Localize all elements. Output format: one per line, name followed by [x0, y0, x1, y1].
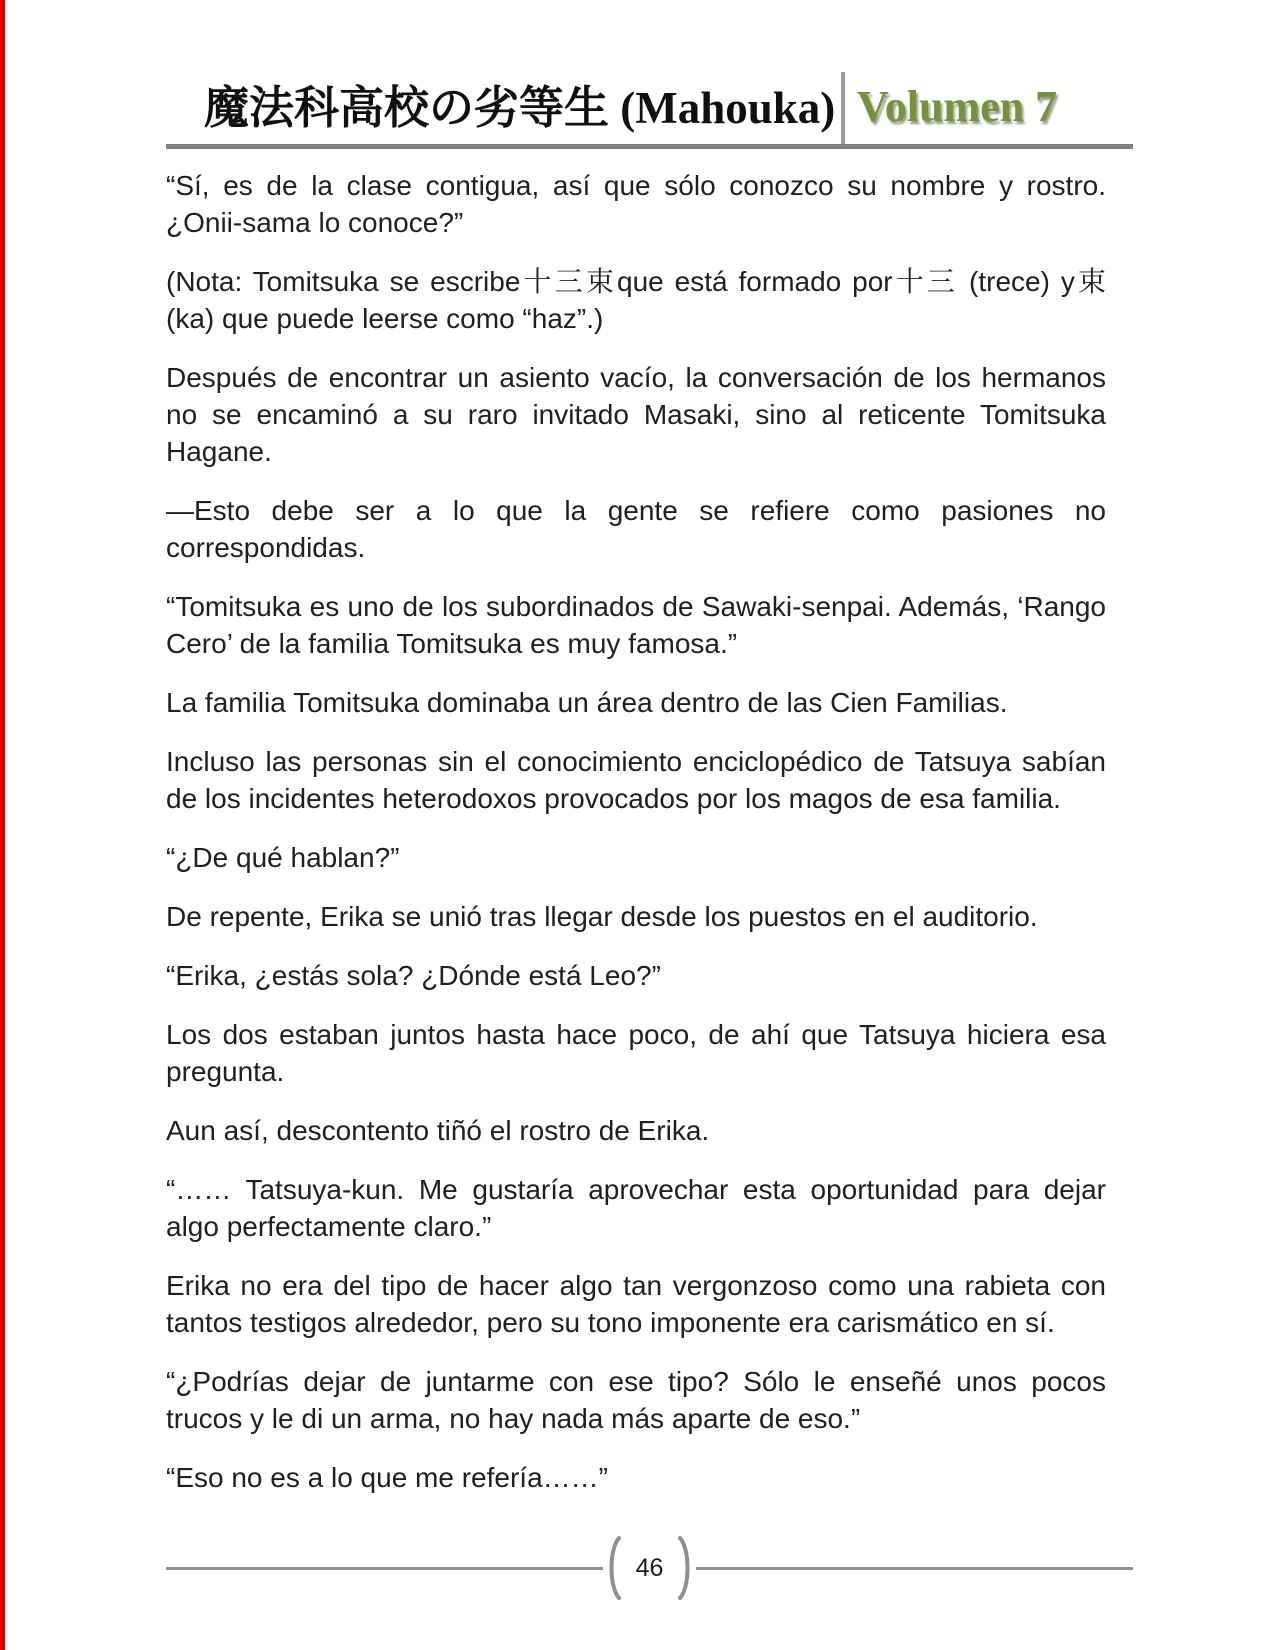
paragraph: (Nota: Tomitsuka se escribe十三束que está formado por十三 (trece) y束 (ka) que puede leerse como “haz”.) — [166, 266, 1106, 334]
footer-line-left — [166, 1567, 603, 1570]
paragraph: Los dos estaban juntos hasta hace poco, de ahí que Tatsuya hiciera esa pregunta. — [166, 1019, 1106, 1087]
paragraph: Aun así, descontento tiñó el rostro de Erika. — [166, 1115, 710, 1146]
paragraph: “Eso no es a lo que me refería……” — [166, 1462, 608, 1493]
page-footer — [166, 1534, 1133, 1602]
volume-label: Volumen 7 — [857, 82, 1058, 131]
paragraph: “¿Podrías dejar de juntarme con ese tipo? Sólo le enseñé unos pocos trucos y le di un arma, no hay nada más aparte de eso.” — [166, 1366, 1106, 1434]
paragraph: Erika no era del tipo de hacer algo tan vergonzoso como una rabieta con tantos testigos alrededor, pero su tono imponente era carismático en sí. — [166, 1270, 1106, 1338]
paragraph: Después de encontrar un asiento vacío, la conversación de los hermanos no se encaminó a su raro invitado Masaki, sino al reticente Tomitsuka Hagane. — [166, 362, 1106, 467]
right-bracket-icon — [676, 1535, 696, 1601]
footer-line-right — [696, 1567, 1133, 1570]
header-rule — [166, 144, 1133, 149]
page-body — [166, 167, 1106, 1518]
paragraph: —Esto debe ser a lo que la gente se refiere como pasiones no correspondidas. — [166, 495, 1106, 563]
paragraph: La familia Tomitsuka dominaba un área dentro de las Cien Familias. — [166, 687, 1008, 718]
header-divider — [841, 72, 845, 144]
page-header — [166, 0, 1133, 149]
paragraph: “¿De qué hablan?” — [166, 842, 400, 873]
paragraph: Incluso las personas sin el conocimiento enciclopédico de Tatsuya sabían de los incidentes heterodoxos provocados por los magos de esa familia. — [166, 746, 1106, 814]
paragraph: “Tomitsuka es uno de los subordinados de Sawaki-senpai. Además, ‘Rango Cero’ de la familia Tomitsuka es muy famosa.” — [166, 591, 1106, 659]
paragraph: De repente, Erika se unió tras llegar desde los puestos en el auditorio. — [166, 901, 1038, 932]
paragraph: “Sí, es de la clase contigua, así que sólo conozco su nombre y rostro. ¿Onii-sama lo conoce?” — [166, 170, 1106, 238]
paragraph: “Erika, ¿estás sola? ¿Dónde está Leo?” — [166, 960, 661, 991]
paragraph: “…… Tatsuya-kun. Me gustaría aprovechar esta oportunidad para dejar algo perfectamente claro.” — [166, 1174, 1106, 1242]
red-margin-line — [0, 0, 5, 1650]
document-title: 魔法科高校の劣等生 (Mahouka) — [204, 83, 836, 133]
left-bracket-icon — [603, 1535, 623, 1601]
page-number: 46 — [635, 1554, 664, 1582]
